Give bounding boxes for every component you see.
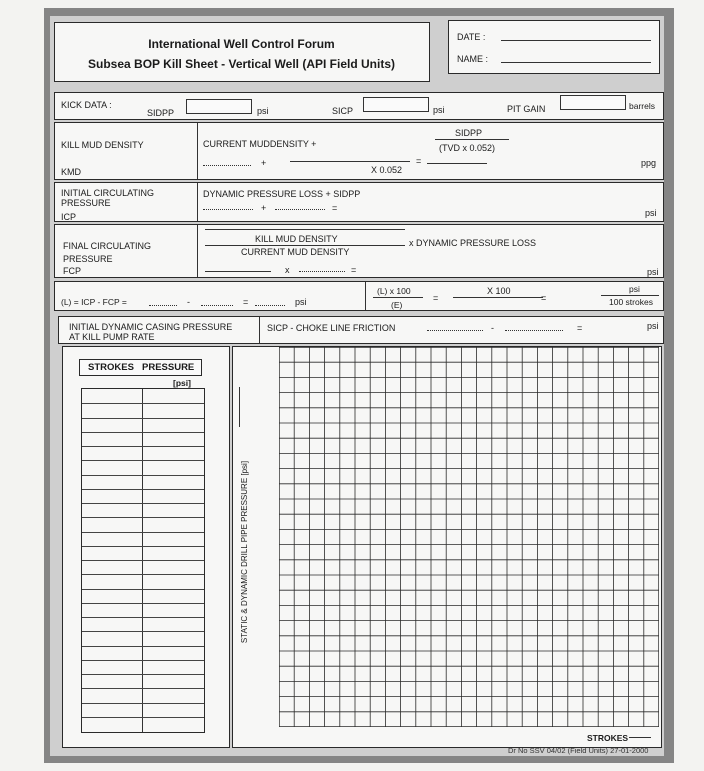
table-row[interactable] <box>82 560 204 574</box>
fcp-row <box>54 224 664 278</box>
pressure-strokes-grid[interactable] <box>279 347 659 727</box>
casing-clf-field[interactable] <box>505 330 563 331</box>
step-fraction-denominator: (E) <box>391 300 403 310</box>
step-unit: psi <box>295 297 307 307</box>
table-row[interactable] <box>82 489 204 503</box>
kmd-mult: X 0.052 <box>371 165 403 175</box>
step-x100: X 100 <box>487 286 511 296</box>
table-row[interactable] <box>82 589 204 603</box>
icp-equals: = <box>332 203 338 213</box>
table-row[interactable] <box>82 631 204 645</box>
strokes-pressure-table <box>81 388 205 733</box>
kmd-row <box>54 122 664 180</box>
sicp-label: SICP <box>332 106 354 116</box>
sidpp-input[interactable] <box>186 99 252 114</box>
pit-gain-unit: barrels <box>629 101 655 111</box>
kmd-unit: ppg <box>641 158 657 168</box>
casing-sicp-field[interactable] <box>427 330 483 331</box>
fcp-equals: = <box>351 265 357 275</box>
strokes-pressure-panel <box>62 346 230 748</box>
icp-row <box>54 182 664 222</box>
table-row[interactable] <box>82 660 204 674</box>
kmd-sidpp-field[interactable] <box>290 161 410 162</box>
icp-plus: + <box>261 203 267 213</box>
step-equals-b: = <box>541 293 547 303</box>
table-row[interactable] <box>82 703 204 717</box>
kmd-abbr: KMD <box>61 167 81 177</box>
icp-label-line-2: PRESSURE <box>61 198 111 208</box>
step-minus: - <box>187 297 190 307</box>
fcp-fraction-numerator: KILL MUD DENSITY <box>255 234 338 244</box>
casing-minus: - <box>491 323 494 333</box>
table-row[interactable] <box>82 603 204 617</box>
fcp-dpl-field[interactable] <box>299 271 345 272</box>
name-label: NAME : <box>457 54 489 64</box>
sidpp-unit: psi <box>257 106 269 116</box>
title-line-1: International Well Control Forum <box>148 37 335 51</box>
icp-unit: psi <box>645 208 657 218</box>
title-box <box>54 22 430 82</box>
table-row[interactable] <box>82 517 204 531</box>
name-field[interactable] <box>501 62 651 63</box>
step-unit-top: psi <box>629 284 640 294</box>
sicp-input[interactable] <box>363 97 429 112</box>
pit-gain-input[interactable] <box>560 95 626 110</box>
kmd-fraction-bar <box>435 139 509 140</box>
fcp-x: x <box>285 265 290 275</box>
table-row[interactable] <box>82 418 204 432</box>
step-icp-field[interactable] <box>149 305 177 306</box>
step-equals-a: = <box>433 293 439 303</box>
graph-y-axis-label: STATIC & DYNAMIC DRILL PIPE PRESSURE [psi] <box>240 460 249 644</box>
fcp-label-line-1: FINAL CIRCULATING <box>63 241 152 251</box>
kick-data-row <box>54 92 664 120</box>
x-axis-arrow <box>629 737 651 738</box>
icp-abbr: ICP <box>61 212 77 222</box>
fcp-mult-text: x DYNAMIC PRESSURE LOSS <box>409 238 537 248</box>
icp-label-line-1: INITIAL CIRCULATING <box>61 188 155 198</box>
kmd-formula-a: CURRENT MUDDENSITY + <box>203 139 317 149</box>
step-x100-field[interactable] <box>453 297 543 298</box>
table-row[interactable] <box>82 475 204 489</box>
table-row[interactable] <box>82 460 204 474</box>
table-row[interactable] <box>82 574 204 588</box>
pit-gain-label: PIT GAIN <box>507 104 546 114</box>
step-fraction-numerator: (L) x 100 <box>377 286 411 296</box>
table-row[interactable] <box>82 432 204 446</box>
fcp-label-line-2: PRESSURE <box>63 254 113 264</box>
table-row[interactable] <box>82 646 204 660</box>
casing-equals: = <box>577 323 583 333</box>
casing-label-line-1: INITIAL DYNAMIC CASING PRESSURE <box>69 322 233 332</box>
fcp-ratio-field[interactable] <box>205 271 271 272</box>
table-row[interactable] <box>82 446 204 460</box>
casing-formula: SICP - CHOKE LINE FRICTION <box>267 323 396 333</box>
fcp-fraction-bar <box>205 245 405 246</box>
icp-formula: DYNAMIC PRESSURE LOSS + SIDPP <box>203 189 361 199</box>
fcp-abbr: FCP <box>63 266 81 276</box>
table-row[interactable] <box>82 674 204 688</box>
step-fraction-bar <box>373 297 423 298</box>
icp-dpl-field[interactable] <box>203 209 253 210</box>
kmd-fraction-denominator: (TVD x 0.052) <box>439 143 496 153</box>
table-row[interactable] <box>82 403 204 417</box>
kmd-result-field[interactable] <box>427 163 487 164</box>
strokes-column-header: STROKES <box>88 362 134 373</box>
kmd-fraction-numerator: SIDPP <box>455 128 483 138</box>
table-row[interactable] <box>82 503 204 517</box>
graph-x-axis-label: STROKES <box>587 733 629 743</box>
y-axis-arrow <box>239 387 240 427</box>
kmd-divider <box>197 123 198 179</box>
table-row[interactable] <box>82 532 204 546</box>
kmd-current-mud-field[interactable] <box>203 165 251 166</box>
date-label: DATE : <box>457 32 486 42</box>
table-row[interactable] <box>82 389 204 403</box>
pressure-unit: [psi] <box>173 378 191 388</box>
table-row[interactable] <box>82 717 204 731</box>
icp-sidpp-field[interactable] <box>275 209 325 210</box>
document-number: Dr No SSV 04/02 (Field Units) 27-01-2000 <box>508 746 649 755</box>
casing-pressure-row <box>58 316 664 344</box>
pressure-column-header: PRESSURE <box>142 362 195 373</box>
fcp-top-line <box>205 229 405 230</box>
fcp-divider <box>197 225 198 277</box>
kmd-plus: + <box>261 158 267 168</box>
step-equals: = <box>243 297 249 307</box>
strokes-pressure-header <box>79 359 202 376</box>
sicp-unit: psi <box>433 105 445 115</box>
table-row[interactable] <box>82 546 204 560</box>
casing-unit: psi <box>647 321 659 331</box>
step-formula-left: (L) = ICP - FCP = <box>61 297 127 307</box>
pressure-step-row <box>54 281 664 311</box>
date-name-box <box>448 20 660 74</box>
kmd-label: KILL MUD DENSITY <box>61 140 144 150</box>
table-row[interactable] <box>82 617 204 631</box>
step-fcp-field[interactable] <box>201 305 233 306</box>
fcp-fraction-denominator: CURRENT MUD DENSITY <box>241 247 350 257</box>
step-divider <box>365 282 366 310</box>
icp-divider <box>197 183 198 221</box>
sidpp-label: SIDPP <box>147 108 175 118</box>
kick-data-label: KICK DATA : <box>61 100 112 110</box>
kmd-equals: = <box>416 156 422 166</box>
fcp-unit: psi <box>647 267 659 277</box>
casing-label-line-2: AT KILL PUMP RATE <box>69 332 155 342</box>
table-row[interactable] <box>82 688 204 702</box>
date-field[interactable] <box>501 40 651 41</box>
casing-divider <box>259 317 260 343</box>
step-unit-bottom: 100 strokes <box>609 297 653 307</box>
graph-panel <box>232 346 662 748</box>
step-unit-bar <box>601 295 659 296</box>
step-result-field[interactable] <box>255 305 285 306</box>
title-line-2: Subsea BOP Kill Sheet - Vertical Well (API Field Units) <box>88 57 395 71</box>
